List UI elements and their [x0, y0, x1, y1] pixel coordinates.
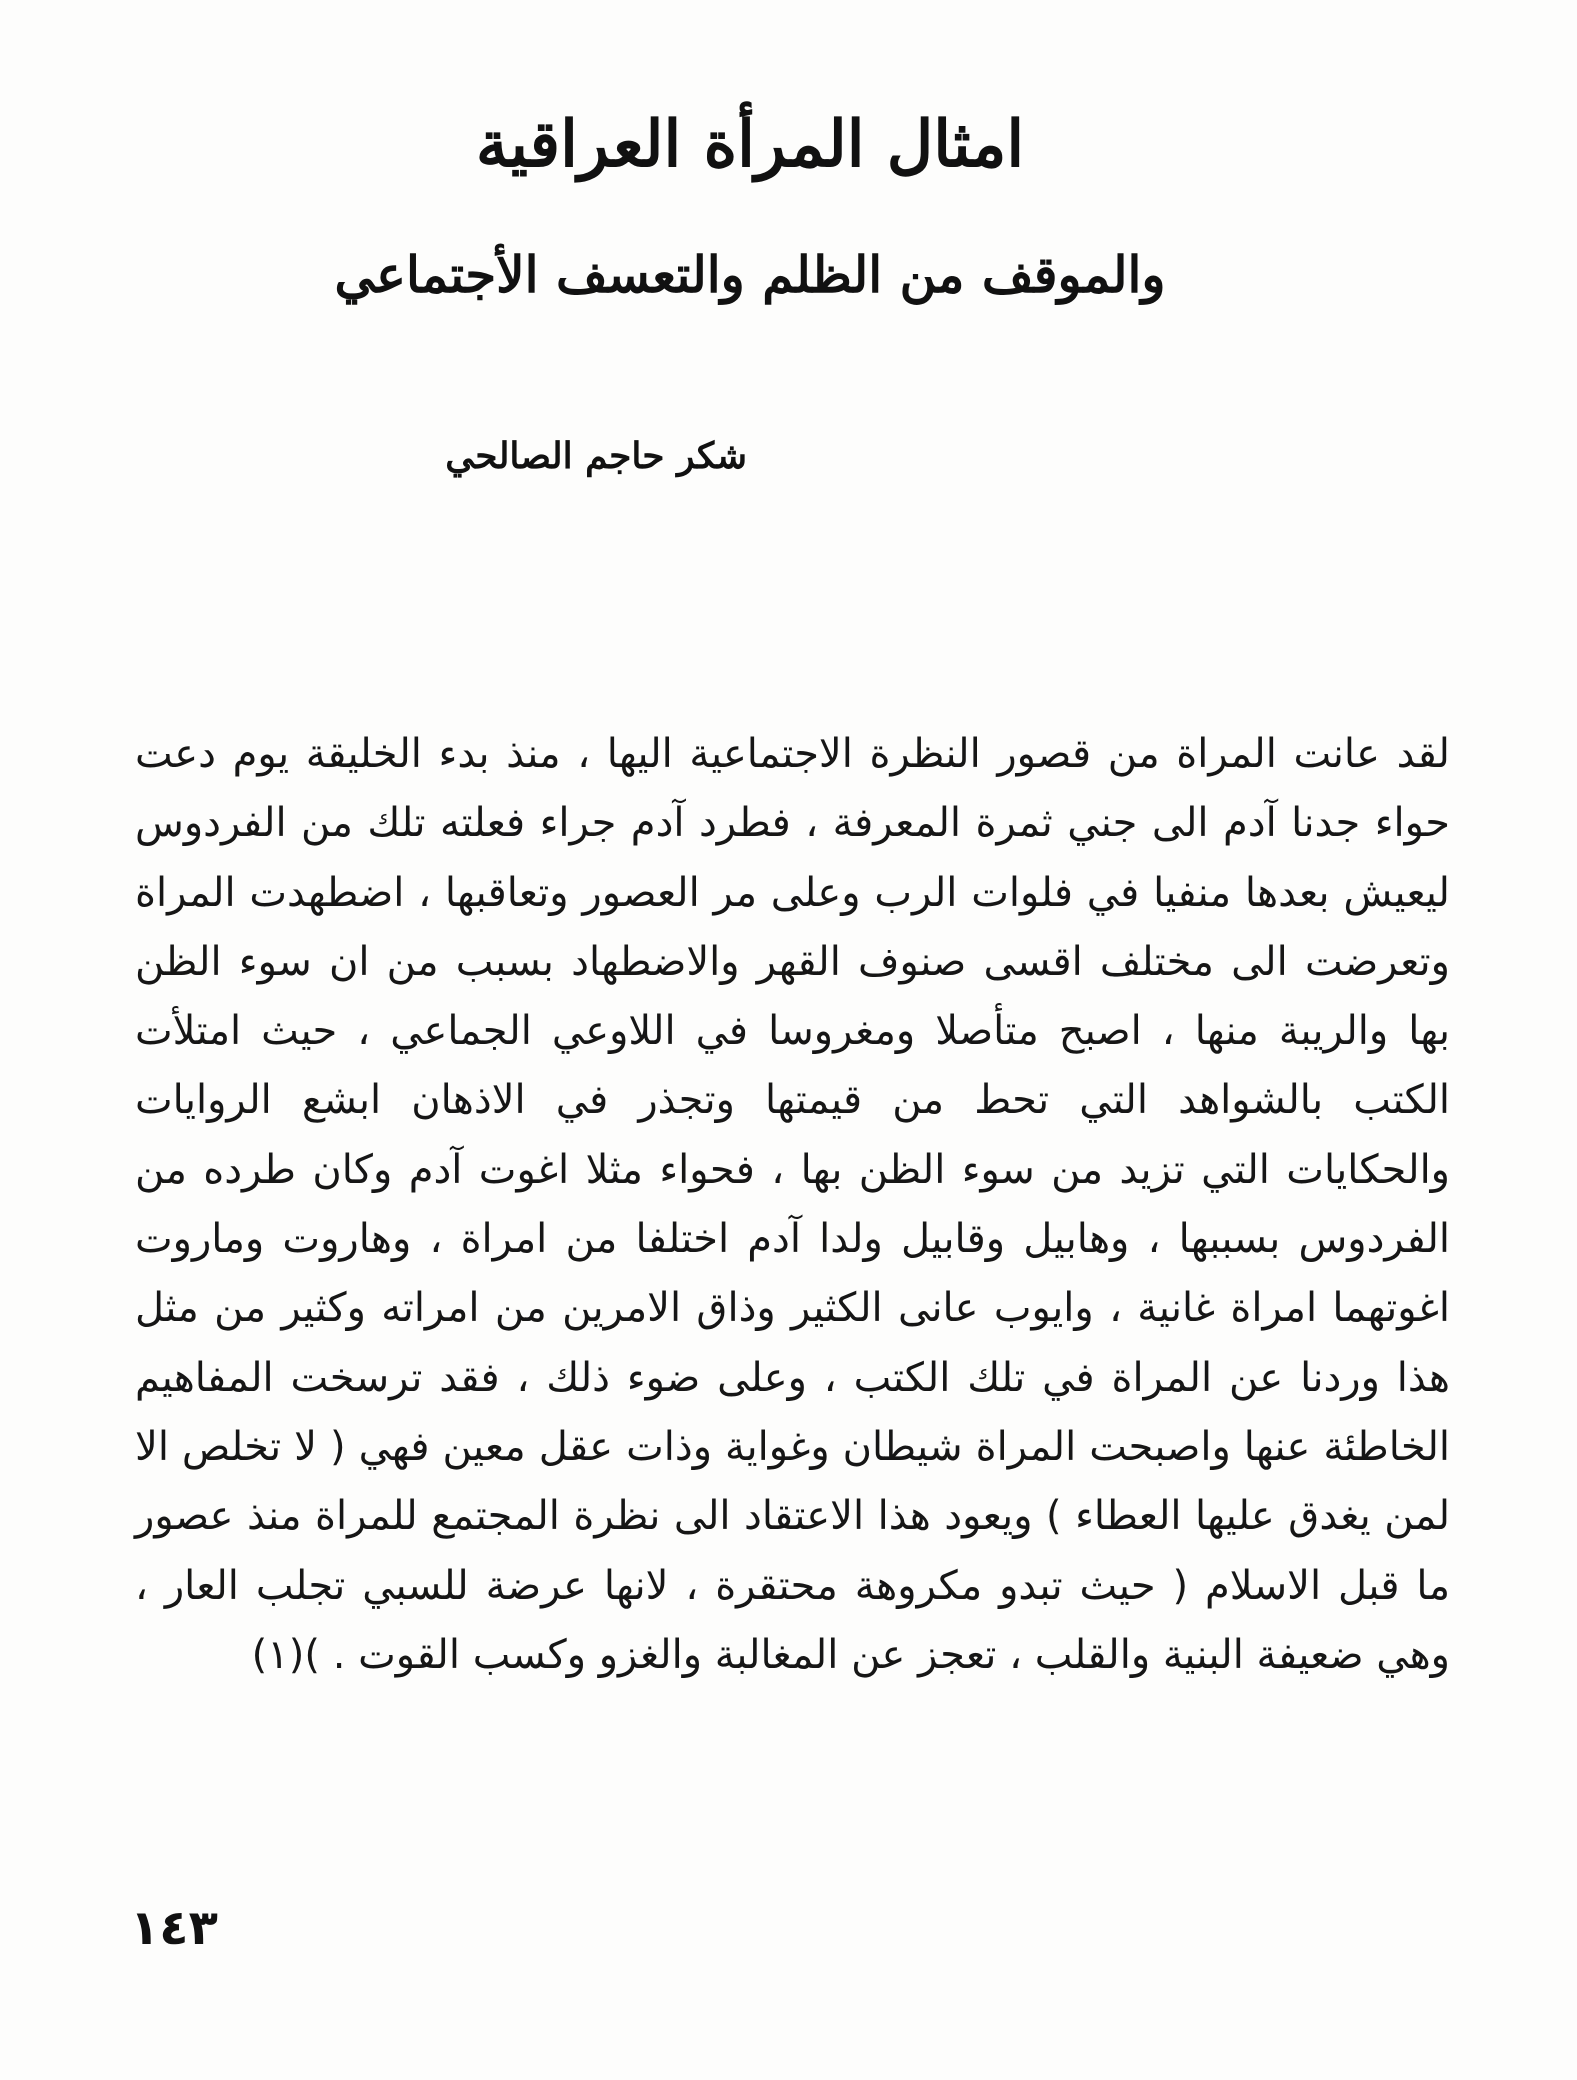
author-name: شكر حاجم الصالحي [445, 435, 747, 477]
title-block [300, 100, 1200, 315]
page-number: ١٤٣ [130, 1900, 218, 1956]
article-title: امثال المرأة العراقية [475, 107, 1025, 182]
article-subtitle: والموقف من الظلم والتعسف الأجتماعي [334, 245, 1166, 304]
body-paragraph: لقد عانت المراة من قصور النظرة الاجتماعية اليها ، منذ بدء الخليقة يوم دعت حواء جدنا آدم الى جني ثمرة المعرفة ، فطرد آدم جراء فعلته تلك من الفردوس ليعيش بعدها منفيا في فلوات الرب وعلى مر العصور وتعاقبها ، اضطهدت المراة وتعرضت الى مختلف اقسى صنوف القهر والاضطهاد بسبب من ان سوء الظن بها والريبة منها ، اصبح متأصلا ومغروسا في اللاوعي الجماعي ، حيث امتلأت الكتب بالشواهد التي تحط من قيمتها وتجذر في الاذهان ابشع الروايات والحكايات التي تزيد من سوء الظن بها ، فحواء مثلا اغوت آدم وكان طرده من الفردوس بسببها ، وهابيل وقابيل ولدا آدم اختلفا من امراة ، وهاروت وماروت اغوتهما امراة غانية ، وايوب عانى الكثير وذاق الامرين من امراته وكثير من مثل هذا وردنا عن المراة في تلك الكتب ، وعلى ضوء ذلك ، فقد ترسخت المفاهيم الخاطئة عنها واصبحت المراة شيطان وغواية وذات عقل معين فهي ( لا تخلص الا لمن يغدق عليها العطاء ) ويعود هذا الاعتقاد الى نظرة المجتمع للمراة منذ عصور ما قبل الاسلام ( حيث تبدو مكروهة محتقرة ، لانها عرضة للسبي تجلب العار ، وهي ضعيفة البنية والقلب ، تعجز عن المغالبة والغزو وكسب القوت . )(١) [135, 731, 1450, 1678]
